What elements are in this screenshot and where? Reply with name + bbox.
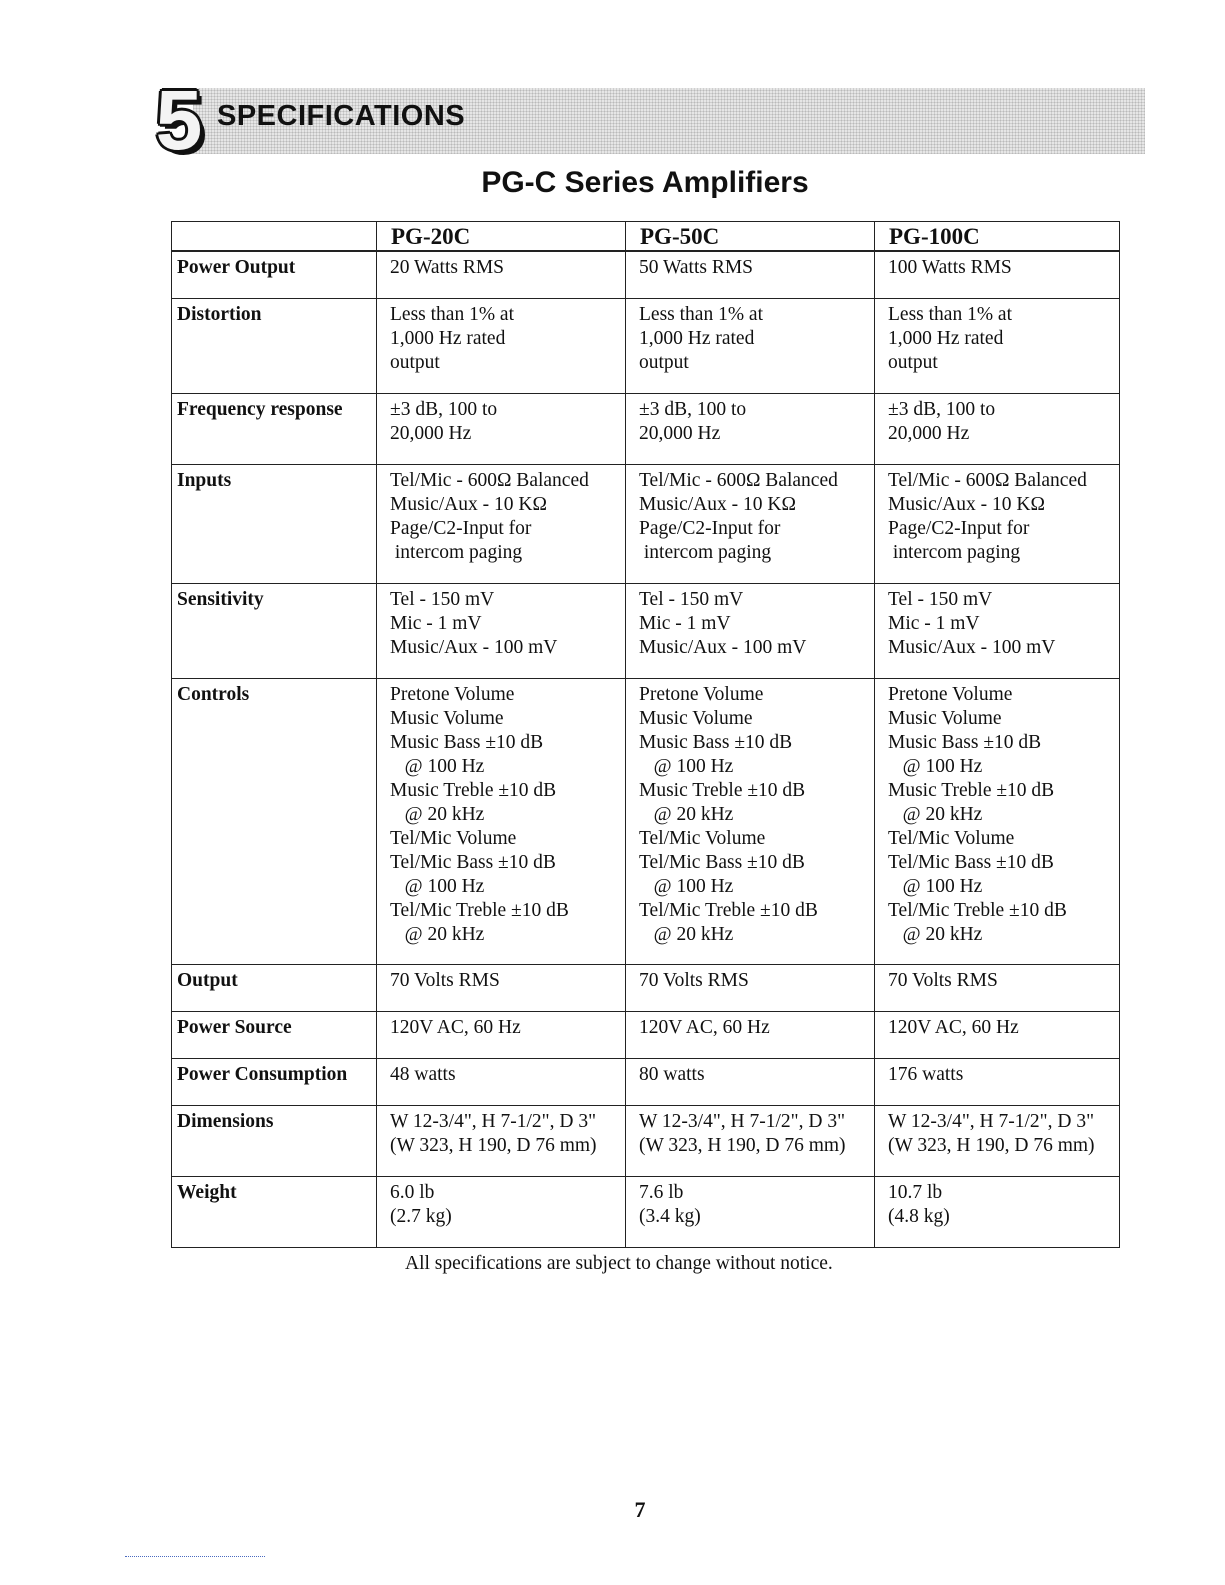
row-label: Distortion <box>172 298 377 393</box>
cell-line: @ 100 Hz <box>888 875 983 897</box>
table-cell <box>875 1105 1120 1176</box>
cell-line: 70 Volts RMS <box>888 969 998 991</box>
document-title: PG-C Series Amplifiers <box>481 166 809 199</box>
cell-line: (3.4 kg) <box>639 1205 701 1227</box>
table-row <box>172 1105 1120 1176</box>
cell-line: Tel/Mic Volume <box>639 827 766 849</box>
cell-line: W 12-3/4", H 7-1/2", D 3" <box>639 1110 846 1132</box>
specifications-table-body <box>172 251 1120 1247</box>
table-cell <box>875 393 1120 464</box>
table-cell <box>875 298 1120 393</box>
cell-line: 1,000 Hz rated <box>639 327 755 349</box>
cell-line: @ 20 kHz <box>888 803 983 825</box>
cell-line: Pretone Volume <box>888 683 1013 705</box>
cell-line: Music Bass ±10 dB <box>639 731 793 753</box>
cell-line: Music/Aux - 10 KΩ <box>639 493 796 515</box>
cell-line: ±3 dB, 100 to <box>390 398 498 420</box>
cell-line: (W 323, H 190, D 76 mm) <box>639 1134 846 1156</box>
cell-line: Less than 1% at <box>888 303 1013 325</box>
table-cell <box>377 251 626 298</box>
cell-line: Mic - 1 mV <box>888 612 980 634</box>
table-row <box>172 1176 1120 1247</box>
specifications-table <box>171 221 1120 1248</box>
cell-line: Music/Aux - 100 mV <box>888 636 1056 658</box>
header-row <box>172 222 1120 252</box>
table-cell <box>626 964 875 1011</box>
cell-line: (W 323, H 190, D 76 mm) <box>888 1134 1095 1156</box>
row-label: Power Output <box>172 251 377 298</box>
cell-line: Music Volume <box>639 707 753 729</box>
table-cell <box>626 1105 875 1176</box>
cell-line: Tel/Mic - 600Ω Balanced <box>390 469 589 491</box>
cell-line: Music Volume <box>888 707 1002 729</box>
cell-line: W 12-3/4", H 7-1/2", D 3" <box>390 1110 597 1132</box>
cell-line: @ 20 kHz <box>639 923 734 945</box>
cell-line: @ 100 Hz <box>390 755 485 777</box>
row-label: Power Source <box>172 1011 377 1058</box>
cell-line: Music Treble ±10 dB <box>639 779 806 801</box>
footnote: All specifications are subject to change without notice. <box>405 1253 833 1274</box>
column-header: PG-100C <box>875 222 1120 252</box>
table-cell <box>626 298 875 393</box>
cell-line: 80 watts <box>639 1063 705 1085</box>
cell-line: Tel/Mic - 600Ω Balanced <box>888 469 1087 491</box>
header-corner <box>172 222 377 252</box>
table-row <box>172 464 1120 583</box>
table-cell <box>875 1058 1120 1105</box>
cell-line: Page/C2-Input for <box>390 517 532 539</box>
cell-line: 120V AC, 60 Hz <box>639 1016 770 1038</box>
row-label: Frequency response <box>172 393 377 464</box>
table-cell <box>875 678 1120 964</box>
table-row <box>172 1011 1120 1058</box>
cell-line: 7.6 lb <box>639 1181 684 1203</box>
cell-line: @ 100 Hz <box>390 875 485 897</box>
cell-line: intercom paging <box>639 541 772 563</box>
cell-line: 176 watts <box>888 1063 964 1085</box>
cell-line: output <box>390 351 440 373</box>
cell-line: @ 100 Hz <box>639 875 734 897</box>
cell-line: Tel/Mic Bass ±10 dB <box>390 851 556 873</box>
table-row <box>172 251 1120 298</box>
cell-line: @ 20 kHz <box>639 803 734 825</box>
cell-line: intercom paging <box>390 541 523 563</box>
cell-line: 100 Watts RMS <box>888 257 1012 278</box>
cell-line: 48 watts <box>390 1063 456 1085</box>
cell-line: 20,000 Hz <box>390 422 472 444</box>
table-cell <box>626 1058 875 1105</box>
section-banner <box>145 73 1145 167</box>
cell-line: Tel/Mic Volume <box>888 827 1015 849</box>
cell-line: (2.7 kg) <box>390 1205 452 1227</box>
table-row <box>172 583 1120 678</box>
cell-line: Tel/Mic Treble ±10 dB <box>888 899 1067 921</box>
table-cell <box>875 464 1120 583</box>
cell-line: 1,000 Hz rated <box>888 327 1004 349</box>
cell-line: Tel/Mic - 600Ω Balanced <box>639 469 838 491</box>
table-cell <box>875 964 1120 1011</box>
cell-line: @ 20 kHz <box>390 803 485 825</box>
table-cell <box>875 1011 1120 1058</box>
table-row <box>172 393 1120 464</box>
cell-line: Music Bass ±10 dB <box>390 731 544 753</box>
cell-line: Less than 1% at <box>390 303 515 325</box>
table-row <box>172 678 1120 964</box>
cell-line: 6.0 lb <box>390 1181 435 1203</box>
cell-line: 20 Watts RMS <box>390 257 505 278</box>
table-cell <box>377 393 626 464</box>
row-label: Power Consumption <box>172 1058 377 1105</box>
cell-line: 50 Watts RMS <box>639 257 754 278</box>
table-row <box>172 298 1120 393</box>
cell-line: Music Bass ±10 dB <box>888 731 1042 753</box>
table-cell <box>377 1058 626 1105</box>
cell-line: W 12-3/4", H 7-1/2", D 3" <box>888 1110 1095 1132</box>
table-cell <box>626 464 875 583</box>
specifications-table-header <box>172 222 1120 252</box>
table-cell <box>875 1176 1120 1247</box>
cell-line: Music/Aux - 10 KΩ <box>390 493 547 515</box>
cell-line: Tel/Mic Volume <box>390 827 517 849</box>
cell-line: @ 100 Hz <box>888 755 983 777</box>
cell-line: Music/Aux - 100 mV <box>639 636 807 658</box>
cell-line: 1,000 Hz rated <box>390 327 506 349</box>
cell-line: Mic - 1 mV <box>639 612 731 634</box>
cell-line: Music Treble ±10 dB <box>390 779 557 801</box>
cell-line: (4.8 kg) <box>888 1205 950 1227</box>
cell-line: 10.7 lb <box>888 1181 943 1203</box>
cell-line: Tel - 150 mV <box>888 588 993 610</box>
table-cell <box>377 964 626 1011</box>
table-cell <box>377 1176 626 1247</box>
row-label: Sensitivity <box>172 583 377 678</box>
cell-line: Less than 1% at <box>639 303 764 325</box>
table-cell <box>377 464 626 583</box>
table-row <box>172 964 1120 1011</box>
column-header: PG-20C <box>377 222 626 252</box>
cell-line: Music Treble ±10 dB <box>888 779 1055 801</box>
row-label: Inputs <box>172 464 377 583</box>
cell-line: (W 323, H 190, D 76 mm) <box>390 1134 597 1156</box>
cell-line: 20,000 Hz <box>639 422 721 444</box>
cell-line: Tel/Mic Bass ±10 dB <box>888 851 1054 873</box>
cell-line: Tel/Mic Bass ±10 dB <box>639 851 805 873</box>
cell-line: 70 Volts RMS <box>639 969 749 991</box>
table-cell <box>626 393 875 464</box>
cell-line: Page/C2-Input for <box>888 517 1030 539</box>
cell-line: @ 20 kHz <box>888 923 983 945</box>
cell-line: @ 20 kHz <box>390 923 485 945</box>
table-cell <box>626 1011 875 1058</box>
cell-line: 20,000 Hz <box>888 422 970 444</box>
cell-line: ±3 dB, 100 to <box>639 398 747 420</box>
cell-line: Tel - 150 mV <box>639 588 744 610</box>
column-header: PG-50C <box>626 222 875 252</box>
section-number: 5 <box>155 73 203 167</box>
row-label: Output <box>172 964 377 1011</box>
cell-line: intercom paging <box>888 541 1021 563</box>
table-cell <box>626 251 875 298</box>
table-cell <box>875 251 1120 298</box>
cell-line: @ 100 Hz <box>639 755 734 777</box>
cell-line: Music/Aux - 10 KΩ <box>888 493 1045 515</box>
table-cell <box>377 678 626 964</box>
row-label: Weight <box>172 1176 377 1247</box>
cell-line: output <box>639 351 689 373</box>
cell-line: Music Volume <box>390 707 504 729</box>
cell-line: 120V AC, 60 Hz <box>888 1016 1019 1038</box>
cell-line: Pretone Volume <box>390 683 515 705</box>
cell-line: Music/Aux - 100 mV <box>390 636 558 658</box>
cell-line: Tel - 150 mV <box>390 588 495 610</box>
row-label: Controls <box>172 678 377 964</box>
cell-line: ±3 dB, 100 to <box>888 398 996 420</box>
table-cell <box>377 298 626 393</box>
table-cell <box>377 1105 626 1176</box>
table-cell <box>377 583 626 678</box>
cell-line: Tel/Mic Treble ±10 dB <box>390 899 569 921</box>
table-cell <box>626 678 875 964</box>
table-cell <box>377 1011 626 1058</box>
cell-line: output <box>888 351 938 373</box>
row-label: Dimensions <box>172 1105 377 1176</box>
cell-line: Pretone Volume <box>639 683 764 705</box>
table-row <box>172 1058 1120 1105</box>
page-edge-mark <box>125 1556 265 1557</box>
cell-line: Page/C2-Input for <box>639 517 781 539</box>
section-title: SPECIFICATIONS <box>217 100 466 132</box>
cell-line: Mic - 1 mV <box>390 612 482 634</box>
cell-line: Tel/Mic Treble ±10 dB <box>639 899 818 921</box>
table-cell <box>626 583 875 678</box>
table-cell <box>875 583 1120 678</box>
table-cell <box>626 1176 875 1247</box>
cell-line: 120V AC, 60 Hz <box>390 1016 521 1038</box>
cell-line: 70 Volts RMS <box>390 969 500 991</box>
page-number: 7 <box>634 1497 646 1522</box>
